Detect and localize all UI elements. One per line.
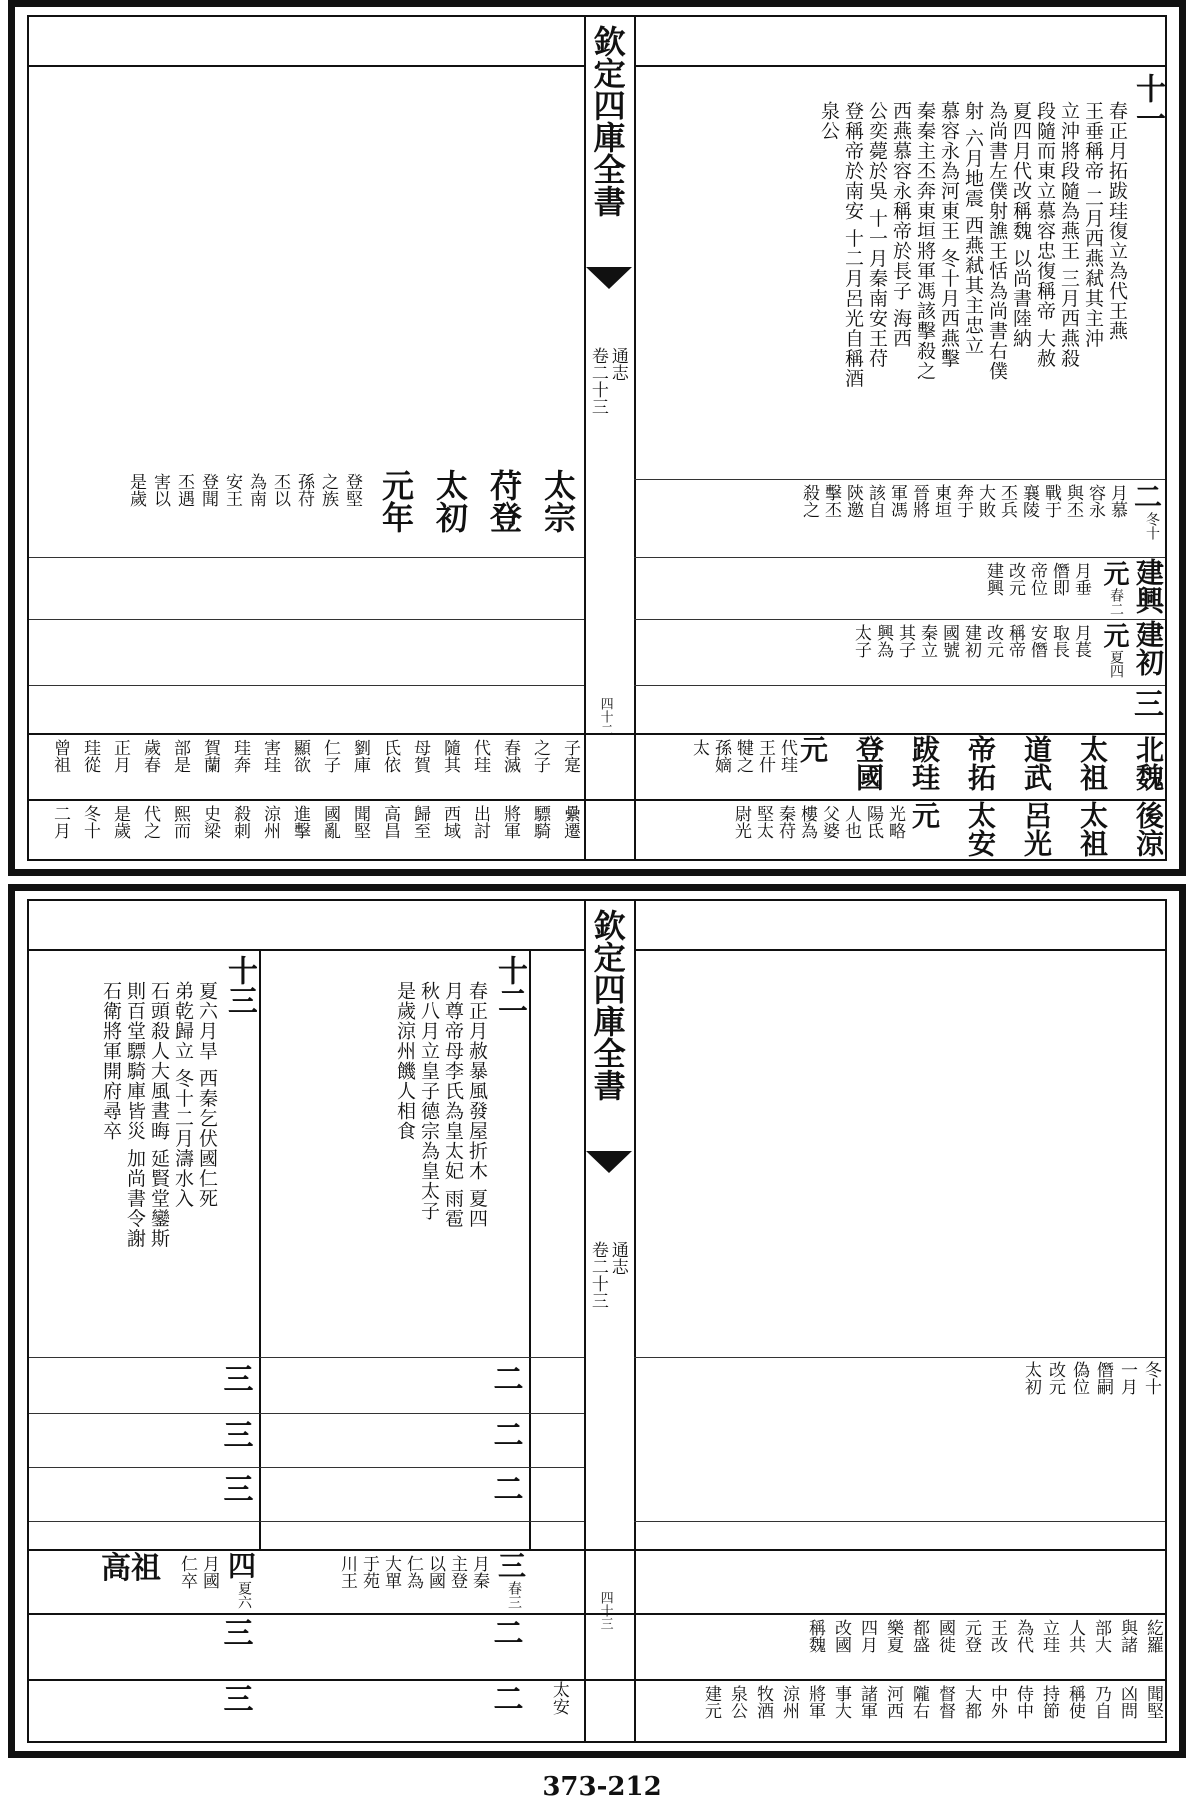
p2rb1-c9: 國徙 (935, 1619, 955, 1653)
p2rb1-c6: 為代 (1013, 1619, 1033, 1653)
row-er-c11: 軍馮 (887, 484, 907, 518)
row-four-small: 夏六 (236, 1581, 252, 1609)
row-er-c8: 奔于 (953, 484, 973, 518)
p2-dong-c5: 太初 (1021, 1361, 1041, 1395)
left-era: 太初 (431, 469, 469, 533)
p2-rule-2 (29, 1413, 584, 1414)
left-yuan-nian: 元年 (377, 469, 415, 533)
left-note-2: 之族 (318, 473, 338, 507)
row-jianchu-c4: 稱帝 (1005, 624, 1025, 658)
lb2-c13: 史梁 (200, 805, 220, 839)
row-san2-13: 三 (217, 1617, 253, 1647)
lb2-c1: 纍遷 (560, 805, 580, 839)
p2rb1-c7: 王改 (987, 1619, 1007, 1653)
page-footer-number: 373-212 (542, 1772, 662, 1802)
lb1-c7: 氏依 (380, 739, 400, 773)
page-lower-frame (27, 899, 1167, 1743)
row-jianchu-c9: 其子 (895, 624, 915, 658)
p2-right-bottom-1 (634, 1615, 1165, 1677)
p2rb1-c8: 元登 (961, 1619, 981, 1653)
row-er-c4: 戰于 (1041, 484, 1061, 518)
p2-rule-r1 (634, 1357, 1165, 1358)
p2rb1-c4: 人共 (1065, 1619, 1085, 1653)
row-san (634, 686, 1165, 734)
rb2-l8: 人也 (841, 805, 861, 839)
entry-body-7: 射 六月地震 西燕弒其主忠立 (962, 101, 984, 356)
row-er-c3: 與丕 (1063, 484, 1083, 518)
left-bottom-1 (29, 735, 582, 798)
p2rb2-c7: 中外 (987, 1685, 1007, 1719)
lb2-c9: 國亂 (320, 805, 340, 839)
entry-13-line-3: 石頭殺人大風晝晦 延賢堂鑾斯 (148, 981, 170, 1249)
p2-rule-4 (29, 1521, 584, 1522)
row-jianchu-c3: 安僭 (1027, 624, 1047, 658)
num-13-a: 三 (217, 1363, 253, 1393)
left-rule-3 (29, 685, 584, 686)
fish-tail-mark-2 (586, 1151, 632, 1173)
lb2-c2: 驃騎 (530, 805, 550, 839)
book-name-2: 通志 (607, 1241, 628, 1275)
p2rb2-c15: 涼州 (779, 1685, 799, 1719)
row-three-spring (261, 1551, 527, 1611)
p2rb2-c18: 建元 (701, 1685, 721, 1719)
left-rule-2 (29, 619, 584, 620)
row-jianchu-c8: 秦立 (917, 624, 937, 658)
lb2-c17: 冬十 (80, 805, 100, 839)
entry-body-6: 為尚書左僕射譙王恬為尚書右僕 (986, 101, 1008, 381)
entry-13-year: 十三 (222, 955, 257, 1015)
row-jianchu-yuan: 元 (1099, 622, 1129, 648)
row-jianxing-c5: 建興 (983, 562, 1003, 596)
entry-body-1: 春正月拓跋珪復立為代王燕 (1106, 101, 1128, 341)
left-dynasty: 太宗 (539, 469, 577, 533)
row-er-c6: 丕兵 (997, 484, 1017, 518)
entry-body-4: 段隨而東立慕容忠復稱帝 大赦 (1034, 101, 1056, 369)
p2rb2-c13: 事大 (831, 1685, 851, 1719)
row-er (634, 480, 1165, 556)
lb1-c5: 隨其 (440, 739, 460, 773)
row-er-c15: 殺之 (799, 484, 819, 518)
entry-13-line-1: 夏六月旱 西秦乞伏國仁死 (196, 981, 218, 1209)
p2rb2-c17: 泉公 (727, 1685, 747, 1719)
page-upper-frame (27, 15, 1167, 861)
row-jianchu-c2: 取長 (1049, 624, 1069, 658)
row-three-c7: 川王 (337, 1555, 357, 1589)
row-san3-13: 三 (217, 1683, 253, 1713)
entry-body-5: 夏四月代改稱魏 以尚書陸納 (1010, 101, 1032, 349)
row-three-c3: 以國 (425, 1555, 445, 1589)
page-lower (8, 884, 1186, 1758)
left-col-divider-b (529, 949, 531, 1549)
page-upper (8, 0, 1186, 876)
row-san-head: 三 (1128, 688, 1163, 718)
row-jianxing-c2: 僭即 (1049, 562, 1069, 596)
row-er-small: 冬十 (1144, 512, 1160, 540)
p2rb2-c12: 諸軍 (857, 1685, 877, 1719)
row-jianchu-c5: 改元 (983, 624, 1003, 658)
entry-year: 十一 (1130, 73, 1165, 133)
lb1-c6: 母賀 (410, 739, 430, 773)
row-jianxing-c3: 帝位 (1027, 562, 1047, 596)
lb1-c1: 子寔 (560, 739, 580, 773)
row-er-head: 二 (1130, 482, 1163, 510)
p2rb1-c14: 稱魏 (805, 1619, 825, 1653)
row-er-c10: 晉將 (909, 484, 929, 518)
p2rb2-c2: 凶問 (1117, 1685, 1137, 1719)
num-12-b: 二 (487, 1419, 523, 1449)
row-four-c1: 月國 (199, 1555, 219, 1589)
row-three-c4: 仁為 (403, 1555, 423, 1589)
gutter-2 (584, 901, 636, 1741)
p2rb2-c16: 牧酒 (753, 1685, 773, 1719)
p2-dong-c4: 改元 (1045, 1361, 1065, 1395)
lb1-c12: 珪奔 (230, 739, 250, 773)
lb2-c5: 西域 (440, 805, 460, 839)
rb2-l6: 光略 (885, 805, 905, 839)
p2-dong-c1: 一月 (1117, 1361, 1137, 1395)
row-jianchu-c10: 興為 (873, 624, 893, 658)
rb2-l5: 元 (908, 801, 941, 829)
right-bottom-2 (634, 801, 1165, 865)
lb2-c14: 熙而 (170, 805, 190, 839)
left-note-6: 安王 (222, 473, 242, 507)
lb2-c15: 代之 (140, 805, 160, 839)
lb2-c10: 進擊 (290, 805, 310, 839)
entry-13-line-5: 石衛將軍開府尋卒 (100, 981, 122, 1141)
p2-right-bottom-2 (634, 1681, 1165, 1747)
lb2-c3: 將軍 (500, 805, 520, 839)
entry-body-11: 公奕薨於吳 十一月秦南安王苻 (866, 101, 888, 369)
header-title: 欽定四庫全書 (588, 25, 627, 217)
lb2-c4: 出討 (470, 805, 490, 839)
rb1-l7: 元 (796, 735, 829, 763)
num-12-c: 二 (487, 1473, 523, 1503)
lb1-c14: 部是 (170, 739, 190, 773)
row-jianchu (634, 620, 1165, 684)
rb2-l1: 後涼 (1132, 801, 1165, 857)
left-rule-1 (29, 557, 584, 558)
left-note-5: 為南 (246, 473, 266, 507)
entry-13 (29, 951, 257, 1355)
rb2-l9: 父婆 (819, 805, 839, 839)
row-jianchu-c7: 國號 (939, 624, 959, 658)
folio-number: 四十二 (597, 697, 613, 736)
p2rb1-c3: 部大 (1091, 1619, 1111, 1653)
lb2-c18: 二月 (50, 805, 70, 839)
lb1-c18: 曾祖 (50, 739, 70, 773)
row-three-c5: 大單 (381, 1555, 401, 1589)
p2rb1-c11: 樂夏 (883, 1619, 903, 1653)
fish-tail-mark (586, 267, 632, 289)
left-note-8: 丕遇 (174, 473, 194, 507)
rb1-l12: 太 (689, 739, 709, 756)
p2rb2-c3: 乃自 (1091, 1685, 1111, 1719)
left-note-9: 害以 (150, 473, 170, 507)
left-note-7: 登聞 (198, 473, 218, 507)
volume-label-2: 卷二十三 (587, 1241, 608, 1309)
lb1-c10: 顯欲 (290, 739, 310, 773)
left-bottom-2 (29, 801, 582, 865)
row-three-c1: 月秦 (469, 1555, 489, 1589)
entry-body-13: 泉公 (818, 101, 840, 141)
row-er-c7: 大敗 (975, 484, 995, 518)
entry-body-3: 立沖將段隨為燕王 三月西燕殺 (1058, 101, 1080, 369)
rb2-l7: 陽氐 (863, 805, 883, 839)
left-reign-header (29, 467, 582, 555)
row-three-c2: 主登 (447, 1555, 467, 1589)
lb1-c17: 珪從 (80, 739, 100, 773)
p2rb2-c5: 持節 (1039, 1685, 1059, 1719)
p2-dong-c3: 偽位 (1069, 1361, 1089, 1395)
lb2-c16: 是歲 (110, 805, 130, 839)
rb1-l5: 跋珪 (908, 735, 941, 791)
lb1-c13: 賀蘭 (200, 739, 220, 773)
lb1-c9: 仁子 (320, 739, 340, 773)
right-bottom-1 (634, 735, 1165, 798)
entry-13-line-4: 則百堂驃騎庫皆災 加尚書令謝 (124, 981, 146, 1249)
row-three-head: 三 (494, 1551, 527, 1579)
rb2-l3: 呂光 (1020, 801, 1053, 857)
left-note-10: 是歲 (126, 473, 146, 507)
entry-13-line-2: 弟乾歸立 冬十二月濤水入 (172, 981, 194, 1209)
left-note-3: 孫苻 (294, 473, 314, 507)
rb2-l11: 秦苻 (775, 805, 795, 839)
num-13-c: 三 (217, 1473, 253, 1503)
entry-body-9: 秦秦主丕奔東垣將軍馮該擊殺之 (914, 101, 936, 381)
entry-body-2: 王垂稱帝 二月西燕弒其主沖 (1082, 101, 1104, 349)
rb1-l9: 王什 (755, 739, 775, 773)
row-four-c2: 仁卒 (177, 1555, 197, 1589)
rb1-l8: 代珪 (777, 739, 797, 773)
rb1-l1: 北魏 (1132, 735, 1165, 791)
row-jianchu-small: 夏四 (1108, 650, 1124, 678)
row-er-c14: 擊丕 (821, 484, 841, 518)
row-er-c1: 月慕 (1107, 484, 1127, 518)
row-jianchu-c6: 建初 (961, 624, 981, 658)
row-jianxing-big: 建興 (1132, 558, 1165, 614)
p2rb2-c6: 侍中 (1013, 1685, 1033, 1719)
entry-12-line-2: 月尊帝母李氏為皇太妃 雨雹 (442, 981, 464, 1229)
row-er2-12: 二 (487, 1617, 523, 1647)
rb2-l12: 堅太 (753, 805, 773, 839)
row-er3-12: 二 (487, 1683, 523, 1713)
row-jianchu-c11: 太子 (851, 624, 871, 658)
p2rb2-c4: 稱使 (1065, 1685, 1085, 1719)
rb1-l11: 孫嫡 (711, 739, 731, 773)
book-name: 通志 (607, 347, 628, 381)
entry-12 (261, 951, 527, 1355)
lb1-c3: 春滅 (500, 739, 520, 773)
row-jianchu-big: 建初 (1132, 620, 1165, 676)
taian-label: 太安 (548, 1681, 569, 1715)
row-jianxing-yuan: 元 (1099, 560, 1129, 586)
row-four-summer (29, 1551, 257, 1611)
row-jianxing (634, 558, 1165, 618)
right-main-entry (634, 67, 1165, 477)
rb1-l4: 帝拓 (964, 735, 997, 791)
rb1-l10: 犍之 (733, 739, 753, 773)
row-jianxing-small: 春二 (1108, 588, 1124, 616)
lb2-c6: 歸至 (410, 805, 430, 839)
p2rb1-c10: 都盛 (909, 1619, 929, 1653)
p2-dong-small: 冬十 (1141, 1361, 1161, 1395)
p2rb1-c13: 改國 (831, 1619, 851, 1653)
rb2-l2: 太祖 (1076, 801, 1109, 857)
rb2-l4: 太安 (964, 801, 997, 857)
header-title-2: 欽定四庫全書 (588, 909, 627, 1101)
p2rb2-c14: 將軍 (805, 1685, 825, 1719)
entry-12-line-4: 是歲涼州饑人相食 (394, 981, 416, 1141)
p2-dong-c2: 僭嗣 (1093, 1361, 1113, 1395)
lb1-c16: 正月 (110, 739, 130, 773)
row-er-c9: 東垣 (931, 484, 951, 518)
num-12-a: 二 (487, 1363, 523, 1393)
p2-rule-1 (29, 1357, 584, 1358)
entry-body-10: 西燕慕容永稱帝於長子 海西 (890, 101, 912, 349)
entry-12-line-1: 春正月赦暴風發屋折木 夏四 (466, 981, 488, 1229)
rb2-l13: 尉光 (731, 805, 751, 839)
p2-rule-r2 (634, 1521, 1165, 1522)
p2rb2-c8: 大都 (961, 1685, 981, 1719)
volume-label: 卷二十三 (587, 347, 608, 415)
lb2-c7: 高昌 (380, 805, 400, 839)
p2-row-dong (634, 1359, 1165, 1519)
p2rb2-c1: 聞堅 (1143, 1685, 1163, 1719)
row-jianchu-c1: 月萇 (1071, 624, 1091, 658)
lb2-c11: 涼州 (260, 805, 280, 839)
rb1-l3: 道武 (1020, 735, 1053, 791)
lb1-c8: 劉庫 (350, 739, 370, 773)
row-four-big: 高祖 (101, 1551, 161, 1586)
lb2-c8: 聞堅 (350, 805, 370, 839)
rb1-l6: 登國 (852, 735, 885, 791)
lb1-c4: 代珪 (470, 739, 490, 773)
p2-rule-3 (29, 1467, 584, 1468)
p2rb1-c12: 四月 (857, 1619, 877, 1653)
rb1-l2: 太祖 (1076, 735, 1109, 791)
row-er-c12: 該自 (865, 484, 885, 518)
left-emperor: 苻登 (485, 469, 523, 533)
lb1-c2: 之子 (530, 739, 550, 773)
left-note-4: 丕以 (270, 473, 290, 507)
row-three-c6: 于苑 (359, 1555, 379, 1589)
row-er-c5: 襄陵 (1019, 484, 1039, 518)
folio-number-2: 四十三 (597, 1591, 613, 1630)
p2rb1-c1: 紇羅 (1143, 1619, 1163, 1653)
row-jianxing-c4: 改元 (1005, 562, 1025, 596)
entry-body-8: 慕容永為河東王 冬十月西燕擊 (938, 101, 960, 369)
lb2-c12: 殺刺 (230, 805, 250, 839)
p2rb1-c5: 立珪 (1039, 1619, 1059, 1653)
lb1-c11: 害珪 (260, 739, 280, 773)
row-er-c13: 陝邀 (843, 484, 863, 518)
left-note-1: 登堅 (342, 473, 362, 507)
p2rb1-c2: 與諸 (1117, 1619, 1137, 1653)
row-three-small: 春三 (506, 1581, 522, 1609)
lb1-c15: 歲春 (140, 739, 160, 773)
num-13-b: 三 (217, 1419, 253, 1449)
row-jianxing-c1: 月垂 (1071, 562, 1091, 596)
row-four-head: 四 (224, 1551, 257, 1579)
rb2-l10: 樓為 (797, 805, 817, 839)
entry-12-year: 十二 (492, 955, 527, 1015)
p2rb2-c10: 隴右 (909, 1685, 929, 1719)
entry-body-12: 登稱帝於南安 十二月呂光自稱酒 (842, 101, 864, 389)
row-er-c2: 容永 (1085, 484, 1105, 518)
p2rb2-c11: 河西 (883, 1685, 903, 1719)
p2rb2-c9: 督督 (935, 1685, 955, 1719)
entry-12-line-3: 秋八月立皇子德宗為皇太子 (418, 981, 440, 1221)
